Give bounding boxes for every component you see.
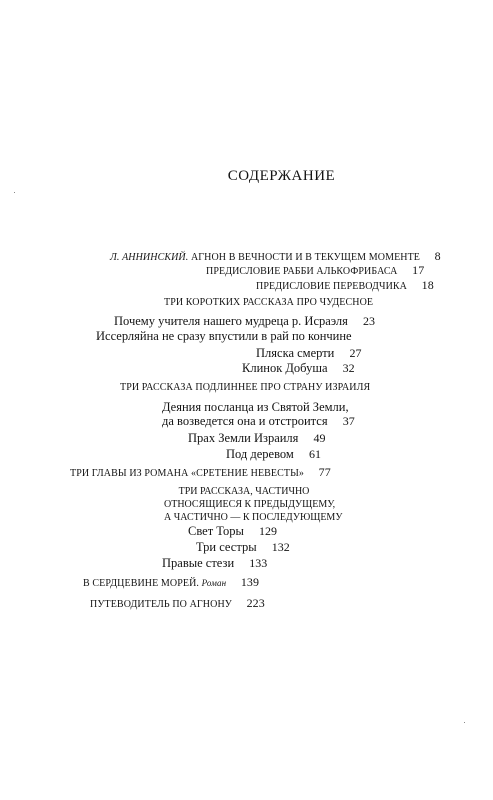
entry-title: ТРИ КОРОТКИХ РАССКАЗА ПРО ЧУДЕСНОЕ	[164, 297, 374, 308]
scan-speck	[464, 722, 465, 723]
entry-page-number: 132	[271, 540, 290, 554]
section-line: А ЧАСТИЧНО — К ПОСЛЕДУЮЩЕМУ	[164, 512, 343, 523]
entry-title: Клинок Добуша	[242, 361, 328, 375]
entry-genre: Роман	[201, 578, 227, 588]
entry-title: В СЕРДЦЕВИНЕ МОРЕЙ.	[83, 578, 200, 589]
toc-entry-bride-novel	[70, 466, 331, 479]
entry-title: Три сестры	[196, 540, 257, 554]
entry-title: ТРИ РАССКАЗА ПОДЛИННЕЕ ПРО СТРАНУ ИЗРАИЛЯ	[120, 382, 371, 393]
entry-author: Л. АННИНСКИЙ.	[110, 252, 189, 263]
entry-title: да возведется она и отстроится	[162, 414, 328, 428]
entry-page-number: 49	[313, 431, 326, 445]
toc-entry-torah-light	[188, 525, 277, 538]
toc-section-partial	[164, 485, 343, 524]
entry-title: ПРЕДИСЛОВИЕ РАББИ АЛЬКОФРИБАСА	[206, 266, 398, 277]
toc-entry-anninsky	[110, 250, 441, 263]
entry-page-number: 17	[412, 263, 425, 277]
toc-entry-dobush-blade	[242, 362, 355, 375]
entry-page-number: 61	[308, 447, 321, 461]
entry-title: Под деревом	[226, 447, 294, 461]
entry-page-number: 223	[246, 596, 265, 610]
toc-entry-isserlein-line1	[114, 315, 375, 328]
toc-entry-emissary-line2	[162, 415, 355, 428]
page-title: СОДЕРЖАНИЕ	[227, 168, 336, 184]
scan-speck	[14, 192, 15, 193]
entry-page-number: 27	[349, 346, 362, 360]
entry-title: Деяния посланца из Святой Земли,	[162, 400, 349, 414]
entry-page-number: 37	[342, 414, 355, 428]
toc-entry-emissary-line1	[162, 401, 349, 414]
entry-title: ПРЕДИСЛОВИЕ ПЕРЕВОДЧИКА	[256, 281, 407, 292]
entry-title: ТРИ ГЛАВЫ ИЗ РОМАНА «СРЕТЕНИЕ НЕВЕСТЫ»	[70, 468, 305, 479]
entry-page-number: 129	[259, 524, 278, 538]
entry-page-number: 8	[434, 249, 441, 263]
entry-page-number: 139	[240, 575, 260, 589]
toc-entry-isserlein-line2	[96, 330, 352, 343]
section-line: ОТНОСЯЩИЕСЯ К ПРЕДЫДУЩЕМУ,	[164, 499, 336, 510]
entry-title: Почему учителя нашего мудреца р. Исраэля	[114, 314, 348, 328]
section-line: ТРИ РАССКАЗА, ЧАСТИЧНО	[178, 486, 310, 497]
entry-title: ПУТЕВОДИТЕЛЬ ПО АГНОНУ	[90, 599, 232, 610]
entry-title: Иссерляйна не сразу впустили в рай по кончине	[96, 329, 352, 343]
entry-title: Свет Торы	[188, 524, 244, 538]
entry-page-number: 23	[363, 314, 376, 328]
toc-entry-under-tree	[226, 448, 321, 461]
entry-title: Прах Земли Израиля	[188, 431, 299, 445]
toc-entry-dance-of-death	[256, 347, 362, 360]
toc-section-israel	[120, 383, 370, 393]
toc-entry-translator-preface	[256, 279, 434, 292]
toc-section-miraculous	[164, 298, 373, 308]
toc-entry-heart-of-seas	[83, 576, 259, 589]
entry-page-number: 32	[342, 361, 355, 375]
toc-entry-right-paths	[162, 557, 267, 570]
toc-entry-three-sisters	[196, 541, 290, 554]
entry-title: Пляска смерти	[256, 346, 335, 360]
entry-page-number: 18	[421, 278, 434, 292]
toc-entry-rabbi-preface	[206, 264, 424, 277]
entry-title: АГНОН В ВЕЧНОСТИ И В ТЕКУЩЕМ МОМЕНТЕ	[190, 252, 421, 263]
entry-page-number: 77	[318, 465, 331, 479]
toc-entry-guide	[90, 597, 265, 610]
toc-entry-dust-of-israel	[188, 432, 326, 445]
entry-page-number: 133	[249, 556, 268, 570]
entry-title: Правые стези	[162, 556, 235, 570]
